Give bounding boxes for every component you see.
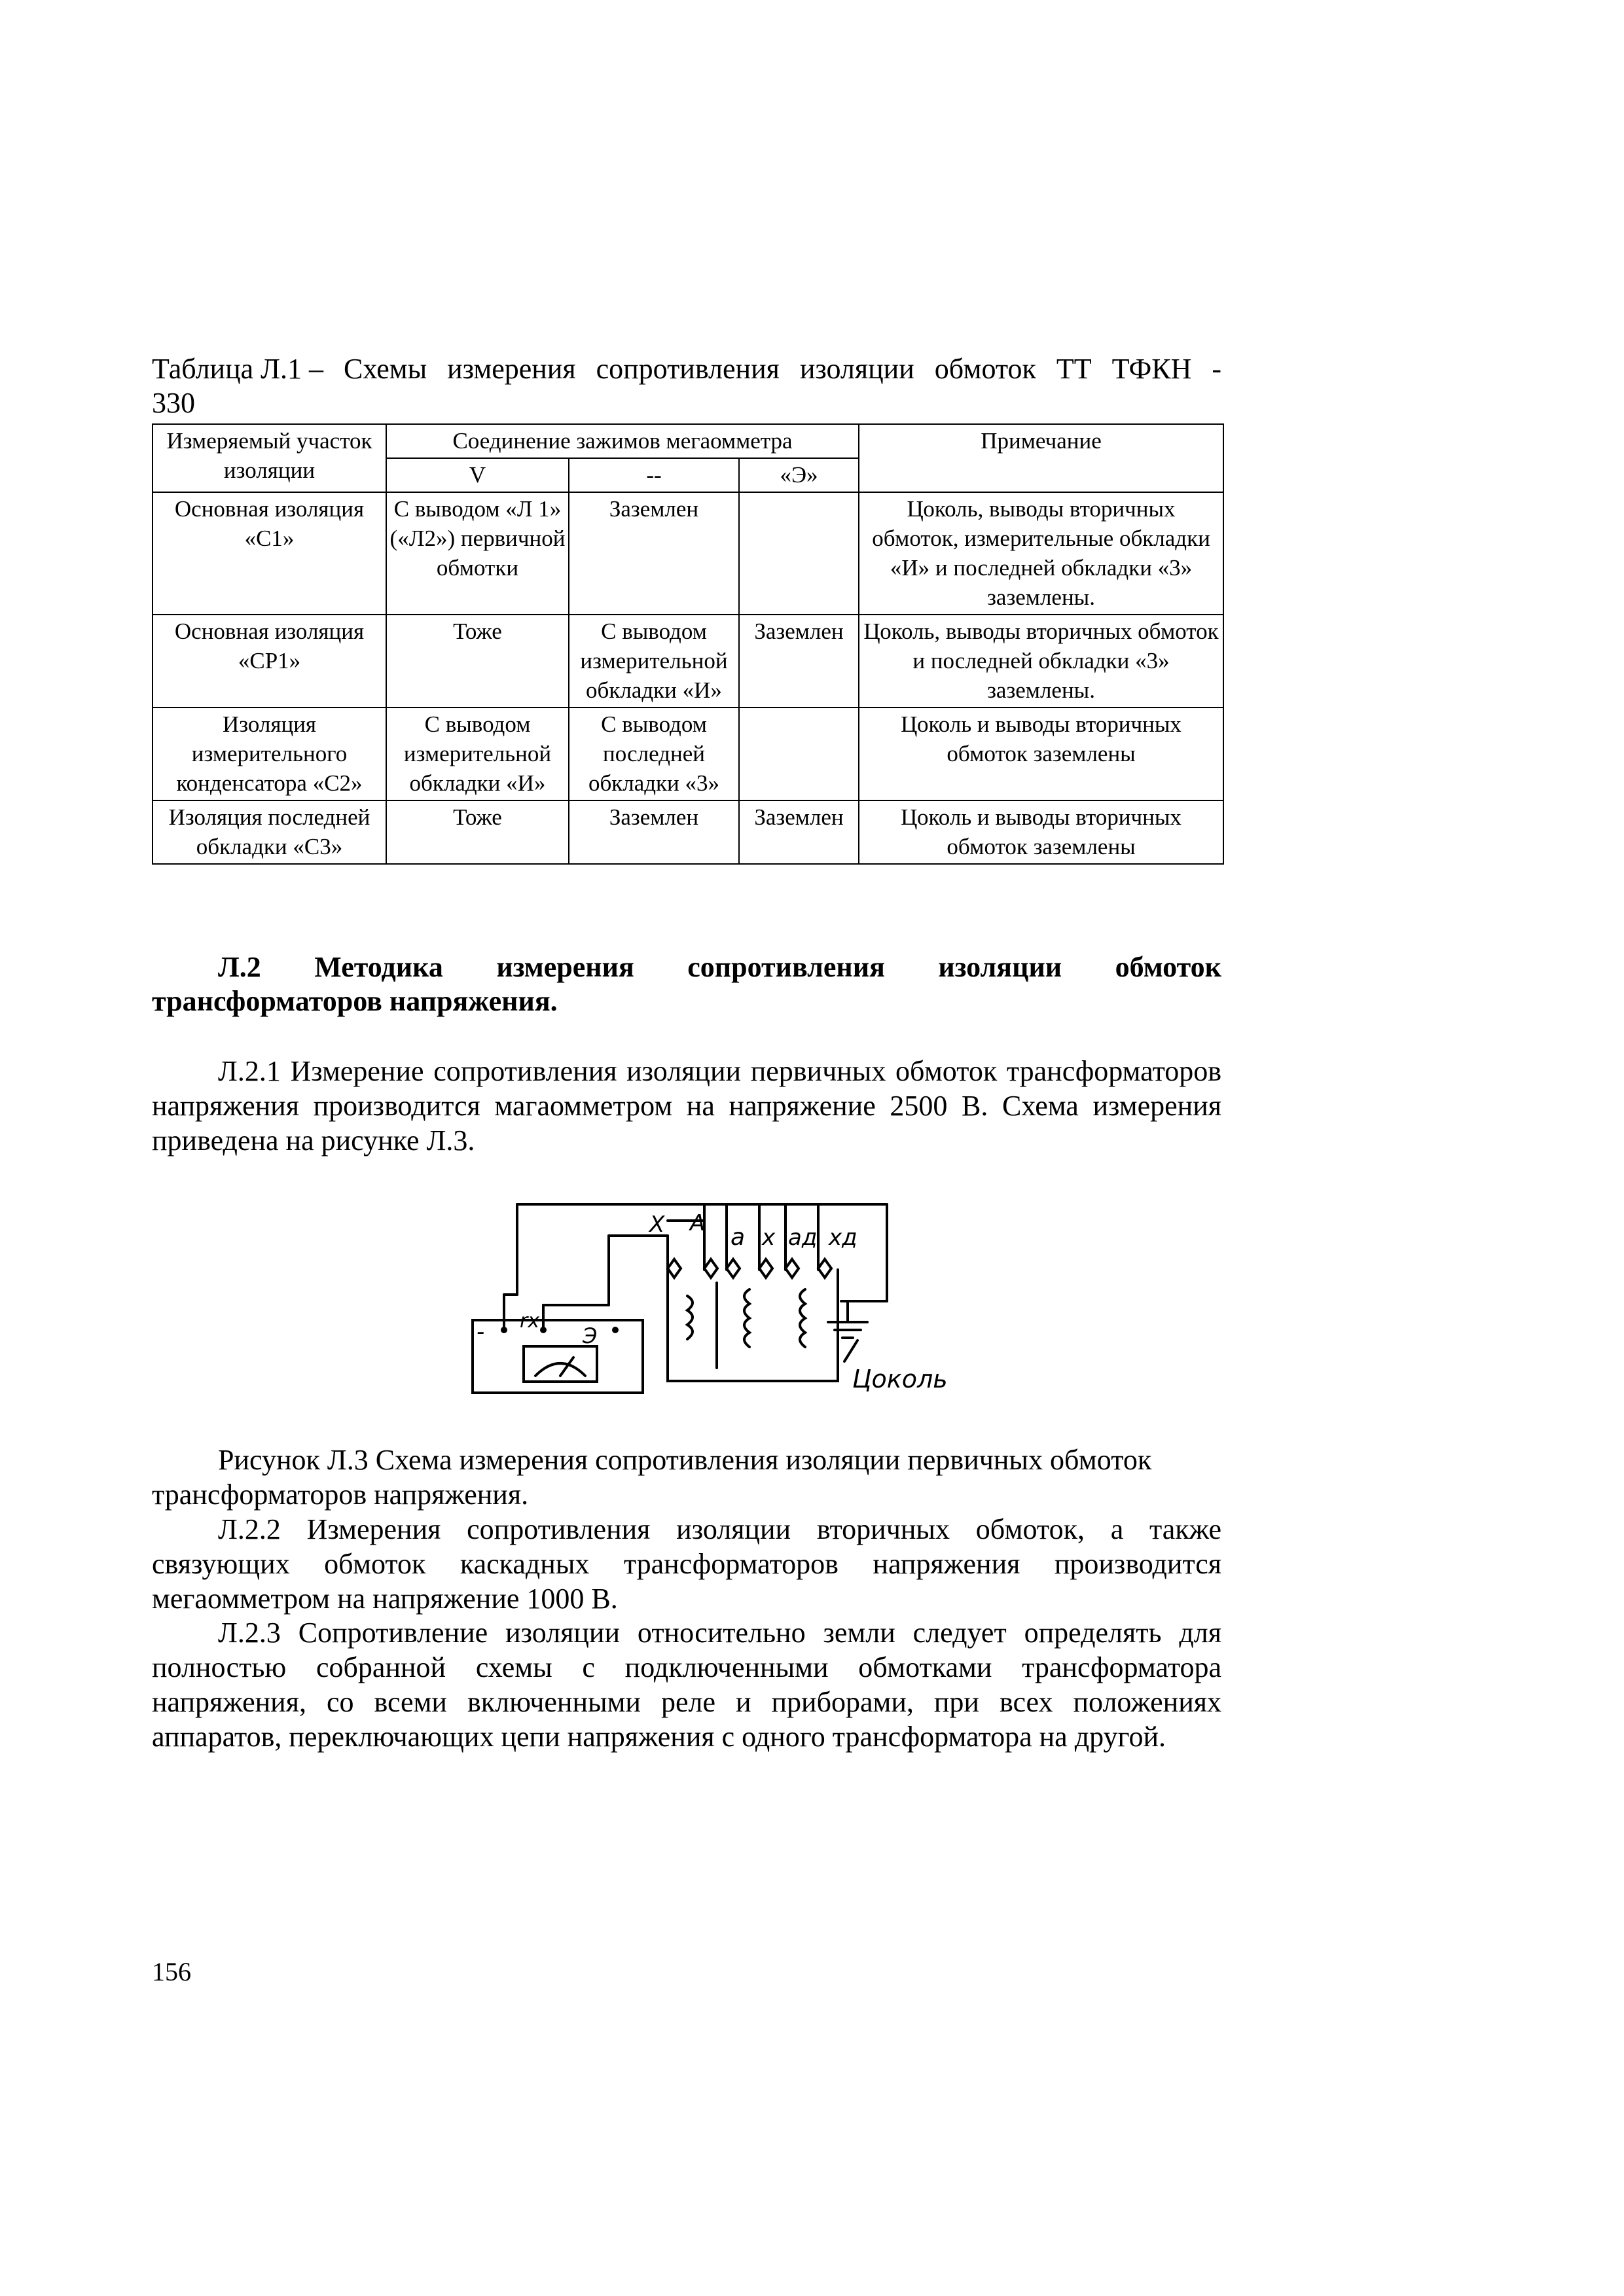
cell-terminal-e [739,492,859,615]
secondary-coil-1 [744,1289,749,1347]
cell-terminal-dash: С выводом измерительной обкладки «И» [569,615,739,708]
heading-word: сопротивления [687,951,885,983]
table-row [153,615,1223,708]
cell-terminal-v: Тоже [386,800,569,864]
bushing-x-lower [759,1259,772,1278]
caption-word: сопротивления [596,353,780,385]
bushing-a-lower [727,1259,740,1278]
figure-caption: Рисунок Л.3 Схема измерения сопротивления изоляции первичных обмоток трансформаторов напряжения. [152,1444,1152,1511]
cell-note: Цоколь и выводы вторичных обмоток заземлены [859,800,1223,864]
heading-word: Методика [314,951,443,983]
bushing-xd [818,1259,831,1278]
label-xd: xд [829,1225,857,1251]
minus-terminal-dot [501,1327,507,1333]
cell-section: Изоляция последней обкладки «С3» [153,800,386,864]
section-heading-line1 [152,950,1221,984]
caption-word: обмоток [934,353,1036,385]
caption-word: изоляции [799,353,914,385]
section-heading-line2: трансформаторов напряжения. [152,985,558,1017]
caption-word: измерения [447,353,576,385]
header-terminal-v: V [386,458,569,492]
heading-word: обмоток [1115,951,1221,983]
label-rx: rx [520,1310,540,1333]
cell-section: Изоляция измерительного конденсатора «С2» [153,708,386,800]
cell-terminal-dash: С выводом последней обкладки «3» [569,708,739,800]
label-ad: aд [788,1225,818,1251]
caption-word: ТФКН [1111,353,1192,385]
heading-word: измерения [496,951,634,983]
cell-section: Основная изоляция «С1» [153,492,386,615]
transformer-tank [668,1270,838,1381]
cell-terminal-e [739,708,859,800]
primary-coil [687,1296,693,1339]
label-a-upper: A [690,1210,706,1236]
base-pointer [844,1340,857,1361]
label-e: Э [583,1323,598,1348]
measurement-circuit-figure [452,1191,988,1401]
header-connection: Соединение зажимов мегаомметра [386,424,859,458]
cell-section: Основная изоляция «СР1» [153,615,386,708]
paragraph-l2-1: Л.2.1 Измерение сопротивления изоляции первичных обмоток трансформаторов напряжения производится магаомметром на напряжение 2500 В. Схема измерения приведена на рисунке Л.3. [152,1055,1221,1157]
section-heading [152,950,1221,1018]
header-terminal-dash: -- [569,458,739,492]
cell-terminal-dash: Заземлен [569,800,739,864]
table-header-row [153,424,1223,458]
page-number: 156 [152,1957,191,1986]
caption-word: - [1212,353,1221,385]
table-row [153,492,1223,615]
bushing-x [668,1259,681,1278]
e-terminal-dot [612,1327,619,1333]
paragraph-l2-3: Л.2.3 Сопротивление изоляции относительно земли следует определять для полностью собранной схемы с подключенными обмотками трансформатора напряжения, со всеми включенными реле и приборами, при всех положениях аппаратов, переключающих цепи напряжения с одного трансформатора на другой. [152,1617,1221,1753]
header-terminal-e: «Э» [739,458,859,492]
table-caption-continued: 330 [152,387,195,419]
caption-word: ТТ [1056,353,1092,385]
secondary-coil-2 [800,1289,805,1347]
cell-note: Цоколь и выводы вторичных обмоток заземлены [859,708,1223,800]
cell-terminal-e: Заземлен [739,800,859,864]
bushing-ad [785,1259,799,1278]
header-note: Примечание [859,424,1223,492]
heading-word: Л.2 [218,951,261,983]
paragraph-l2-2: Л.2.2 Измерения сопротивления изоляции вторичных обмоток, а также связующих обмоток каскадных трансформаторов напряжения производится мегаомметром на напряжение 1000 В. [152,1513,1221,1615]
heading-word: изоляции [938,951,1062,983]
table-caption [152,353,1221,386]
cell-note: Цоколь, выводы вторичных обмоток и последней обкладки «3» заземлены. [859,615,1223,708]
label-a-lower: a [731,1224,746,1251]
header-section: Измеряемый участок изоляции [153,424,386,492]
table-row [153,708,1223,800]
table-row [153,800,1223,864]
cell-note: Цоколь, выводы вторичных обмоток, измерительные обкладки «И» и последней обкладки «3» заземлены. [859,492,1223,615]
rx-terminal-dot [540,1327,547,1333]
bushing-a [704,1259,717,1278]
cell-terminal-dash: Заземлен [569,492,739,615]
label-minus: - [477,1319,485,1345]
cell-terminal-e: Заземлен [739,615,859,708]
insulation-measurement-table [152,423,1224,865]
label-x: X [649,1211,665,1238]
cell-terminal-v: С выводом «Л 1» («Л2») первичной обмотки [386,492,569,615]
cell-terminal-v: С выводом измерительной обкладки «И» [386,708,569,800]
caption-word: Схемы [343,353,427,385]
label-base: Цоколь [852,1365,948,1393]
circuit-diagram [452,1191,988,1401]
caption-prefix: Таблица Л.1 – [152,353,324,385]
label-x-lower: x [762,1225,776,1251]
cell-terminal-v: Тоже [386,615,569,708]
